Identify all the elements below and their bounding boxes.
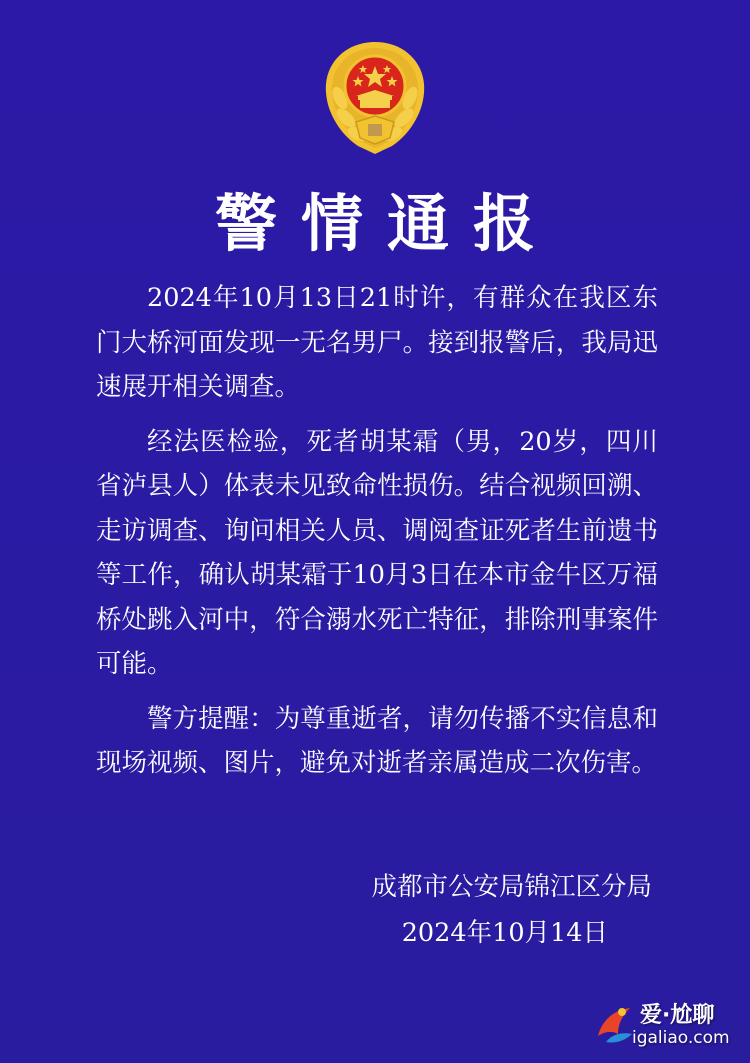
paragraph-incident: 2024年10月13日21时许，有群众在我区东门大桥河面发现一无名男尸。接到报警后，我局迅速展开相关调查。 bbox=[96, 283, 658, 402]
notice-title: 警情通报 bbox=[214, 187, 559, 260]
police-emblem-icon bbox=[318, 38, 432, 156]
notice-body bbox=[96, 276, 658, 796]
issue-date: 2024年10月14日 bbox=[401, 918, 608, 948]
paragraph-investigation: 经法医检验，死者胡某霜（男，20岁，四川省泸县人）体表未见致命性损伤。结合视频回溯、走访调查、询问相关人员、调阅查证死者生前遗书等工作，确认胡某霜于10月3日在本市金牛区万福桥处跳入河中，符合溺水死亡特征，排除刑事案件可能。 bbox=[96, 426, 658, 679]
watermark-name: 爱·尬聊 bbox=[640, 1003, 715, 1028]
signature-block bbox=[340, 864, 660, 956]
watermark-url: igaliao.com bbox=[632, 1028, 730, 1048]
paragraph-reminder: 警方提醒：为尊重逝者，请勿传播不实信息和现场视频、图片，避免对逝者亲属造成二次伤害。 bbox=[96, 703, 658, 778]
site-watermark bbox=[592, 996, 742, 1054]
issuing-organization: 成都市公安局锦江区分局 bbox=[371, 872, 652, 902]
